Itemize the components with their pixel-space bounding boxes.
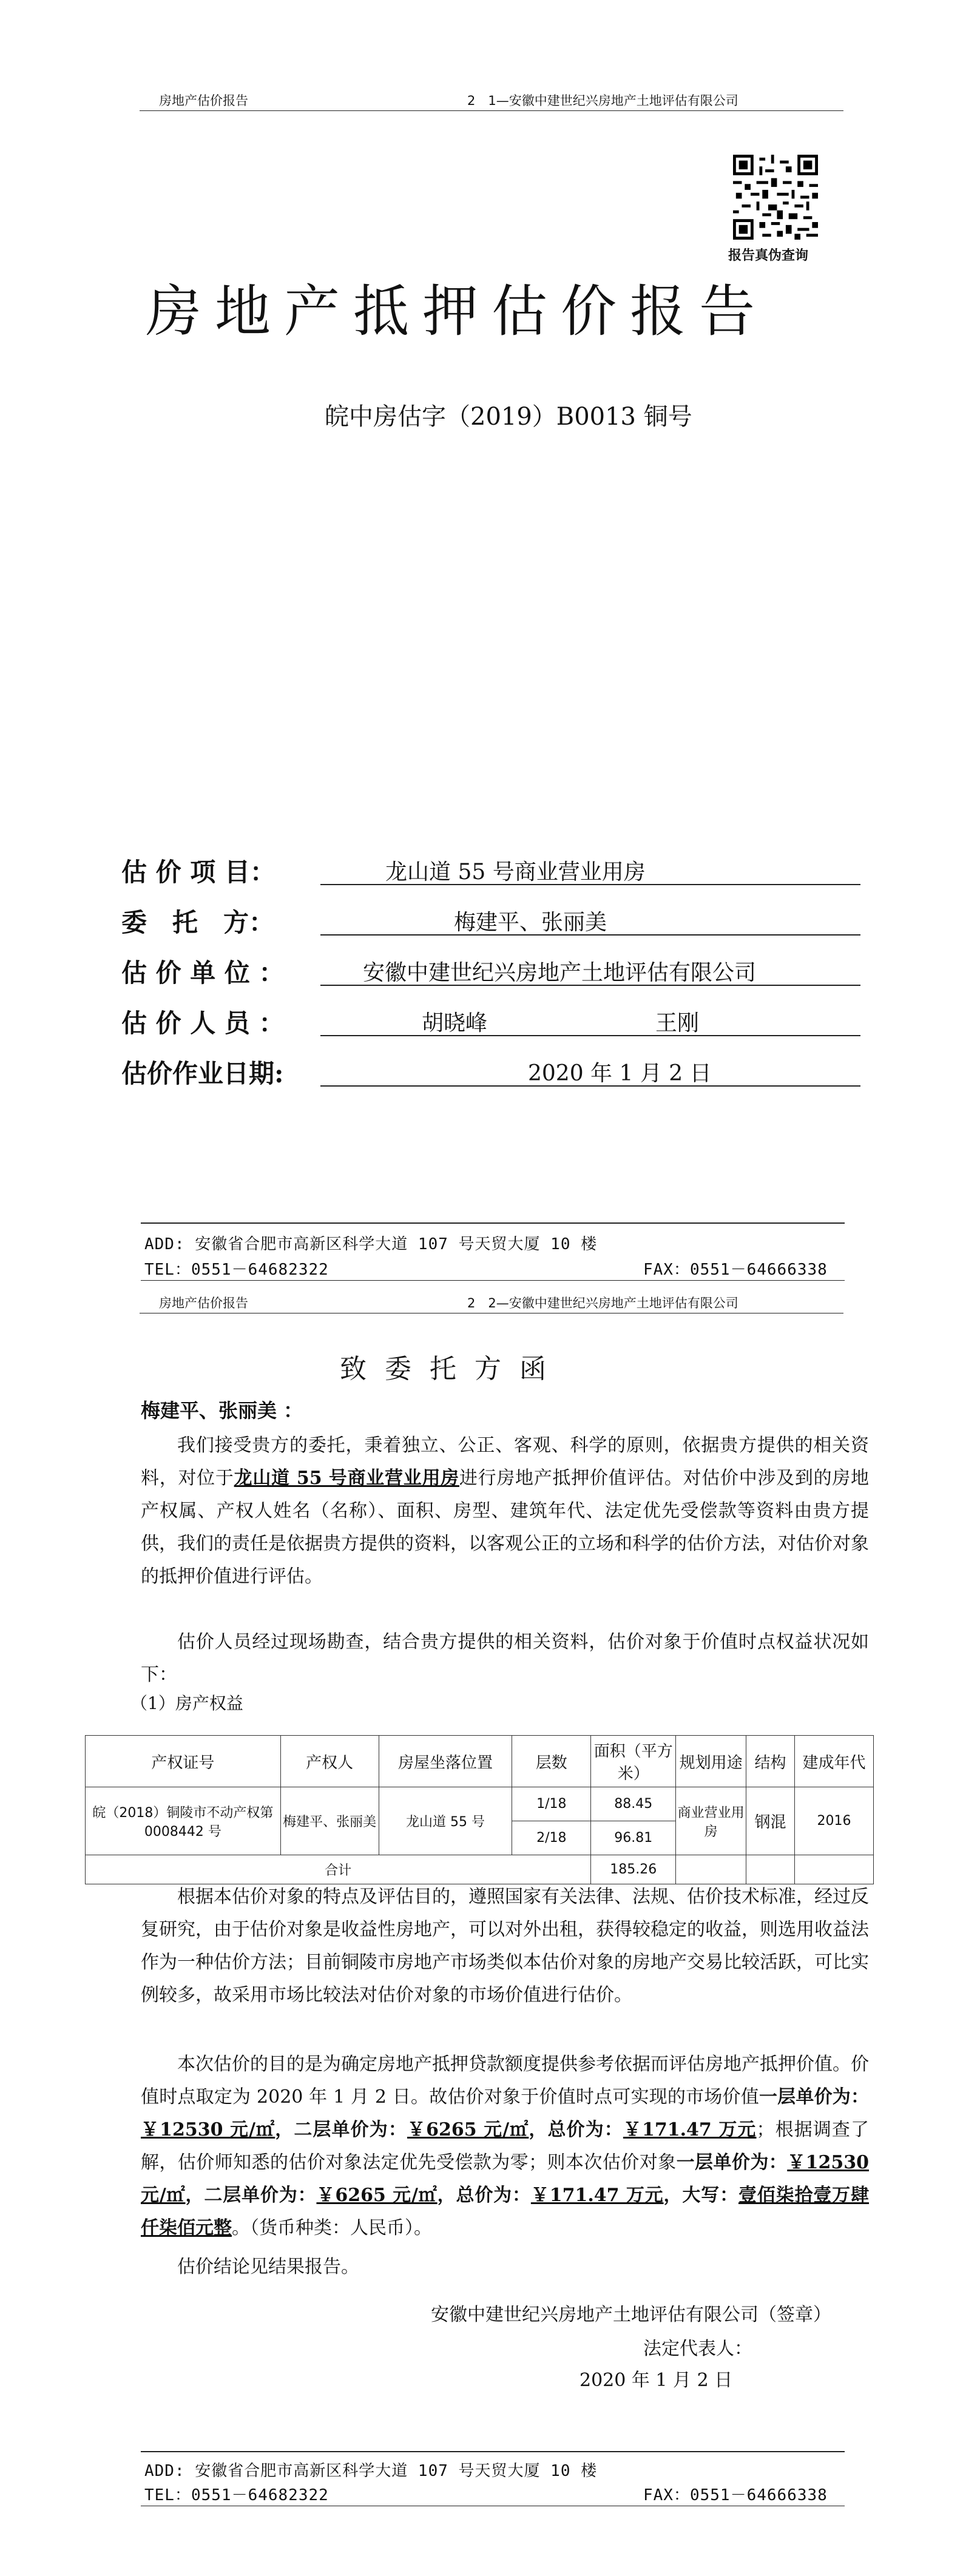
th-floors: 层数 <box>512 1736 591 1787</box>
table-subtitle: （1）房产权益 <box>130 1693 243 1713</box>
p4-label-2: ，二层单价为： <box>275 2119 407 2140</box>
th-year: 建成年代 <box>795 1736 874 1787</box>
letter-paragraph-4 <box>141 2048 869 2245</box>
p4-value-5: ￥6265 元/㎡ <box>316 2185 438 2206</box>
field-date-underline <box>320 1085 860 1087</box>
report-number: 皖中房估字（2019）B0013 铜号 <box>325 403 692 431</box>
page2-footer-address: ADD: 安徽省合肥市高新区科学大道 107 号天贸大厦 10 楼 <box>144 2462 598 2480</box>
field-project-label: 估 价 项 目： <box>121 857 275 887</box>
letter-salutation: 梅建平、张丽美 ： <box>141 1399 303 1422</box>
page1-header-left: 房地产估价报告 <box>159 93 248 108</box>
field-project-underline <box>320 884 860 885</box>
field-staff-underline <box>320 1035 860 1036</box>
letter-paragraph-2 <box>141 1626 869 1691</box>
p4-text-f: 。（货币种类：人民币）。 <box>232 2217 432 2239</box>
th-use: 规划用途 <box>676 1736 746 1787</box>
th-area: 面积（平方米） <box>591 1736 676 1787</box>
page1-footer-tel: TEL：0551－64682322 <box>144 1261 329 1279</box>
page1-header-rule <box>140 110 843 111</box>
field-appraiser-value: 安徽中建世纪兴房地产土地评估有限公司 <box>363 960 757 985</box>
field-appraiser <box>121 953 862 990</box>
signature-representative: 法定代表人： <box>643 2338 752 2359</box>
field-project <box>121 852 862 889</box>
p4-value-6: ￥171.47 万元 <box>530 2185 664 2206</box>
field-client-value: 梅建平、张丽美 <box>454 910 607 935</box>
page2-footer-fax: FAX：0551－64666338 <box>643 2486 828 2504</box>
td-structure: 钢混 <box>746 1787 795 1855</box>
td-total-empty-1 <box>676 1855 746 1884</box>
p4-value-1: ￥12530 元/㎡ <box>141 2119 275 2140</box>
field-appraiser-label: 估 价 单 位 ： <box>121 958 285 988</box>
field-staff <box>121 1003 862 1040</box>
p4-value-3: ￥171.47 万元 <box>623 2119 757 2140</box>
qr-code-icon <box>733 155 818 240</box>
table-total-row <box>86 1855 874 1884</box>
table-row <box>86 1787 874 1821</box>
th-cert: 产权证号 <box>86 1736 281 1787</box>
field-appraiser-underline <box>320 985 860 986</box>
property-rights-table <box>85 1735 874 1884</box>
p4-label-3: ，总价为： <box>529 2119 623 2140</box>
td-floor-2: 2/18 <box>512 1821 591 1855</box>
page1-footer-rule <box>141 1222 845 1224</box>
p4-text-a: 本次估价的目的是为确定房地产抵押贷款额度提供参考依据而评估房地产抵押价值。价值时点取定为 2020 年 1 月 2 日。故估价对象于价值时点可实现的市场价值 <box>141 2054 869 2108</box>
td-total-area: 185.26 <box>591 1855 676 1884</box>
letter-paragraph-5 <box>141 2251 869 2284</box>
td-total-label: 合计 <box>86 1855 591 1884</box>
td-cert: 皖（2018）铜陵市不动产权第 0008442 号 <box>86 1787 281 1855</box>
td-use: 商业营业用房 <box>676 1787 746 1855</box>
p4-label-6: ，总价为： <box>437 2185 531 2206</box>
table-header-row <box>86 1736 874 1787</box>
qr-caption: 报告真伪查询 <box>728 248 809 263</box>
td-area-1: 88.45 <box>591 1787 676 1821</box>
td-floor-1: 1/18 <box>512 1787 591 1821</box>
p4-label-1: 一层单价为： <box>759 2086 869 2108</box>
letter-title: 致委托方函 <box>340 1354 564 1384</box>
field-staff-value-1: 胡晓峰 <box>422 1011 488 1036</box>
th-structure: 结构 <box>746 1736 795 1787</box>
p4-label-4: 一层单价为： <box>676 2152 788 2173</box>
page1-footer-rule-bottom <box>141 1280 845 1281</box>
p4-value-2: ￥6265 元/㎡ <box>407 2119 529 2140</box>
p3-text: 根据本估价对象的特点及评估目的，遵照国家有关法律、法规、估价技术标准，经过反复研究，由于估价对象是收益性房地产，可以对外出租，获得较稳定的收益，则选用收益法作为一种估价方法；目前铜陵市房地产市场类似本估价对象的房地产交易比较活跃，可比实例较多，故采用市场比较法对估价对象的市场价值进行估价。 <box>141 1886 869 2006</box>
page1-footer-fax: FAX：0551－64666338 <box>643 1261 828 1279</box>
th-location: 房屋坐落位置 <box>379 1736 512 1787</box>
p4-value-4: ￥12530 元/㎡ <box>141 2152 870 2206</box>
p4-label-5: ，二层单价为： <box>185 2185 317 2206</box>
page2-header-right: 2 2—安徽中建世纪兴房地产土地评估有限公司 <box>467 1296 738 1310</box>
field-date-value: 2020 年 1 月 2 日 <box>528 1061 712 1086</box>
p4-value-7: 壹佰柒拾壹万肆仟柒佰元整 <box>141 2185 870 2239</box>
p1-text-c: 进行房地产抵押价值评估。对估价中涉及到的房地产权属、产权人姓名（名称）、面积、房型、建筑年代、法定优先受偿款等资料由贵方提供，我们的责任是依据贵方提供的资料，以客观公正的立场和科学的估价方法，对估价对象的抵押价值进行评估。 <box>141 1468 870 1587</box>
page2-footer-tel: TEL：0551－64682322 <box>144 2486 329 2504</box>
p5-text: 估价结论见结果报告。 <box>177 2256 359 2278</box>
field-date-label: 估价作业日期: <box>121 1059 284 1088</box>
page2-footer-rule <box>141 2451 845 2452</box>
page2-header-left: 房地产估价报告 <box>159 1296 248 1310</box>
td-location: 龙山道 55 号 <box>379 1787 512 1855</box>
page1-footer-address: ADD: 安徽省合肥市高新区科学大道 107 号天贸大厦 10 楼 <box>144 1235 598 1253</box>
p4-label-7: ，大写： <box>663 2185 738 2206</box>
field-date <box>121 1054 862 1090</box>
field-client-underline <box>320 934 860 936</box>
p1-text-a: 我们接受贵方的委托，秉着独立、公正、客观、科学的原则，依据贵方提供的相关资料，对位于 <box>141 1435 869 1489</box>
p2-text: 估价人员经过现场勘查，结合贵方提供的相关资料，估价对象于价值时点权益状况如下： <box>141 1631 869 1685</box>
field-client-label: 委 托 方： <box>121 908 275 937</box>
p4-text-c: ；根据调查了解，估价师知悉的估价对象法定优先受偿款为零；则本次估价对象 <box>141 2119 870 2173</box>
signature-company: 安徽中建世纪兴房地产土地评估有限公司（签章） <box>431 2304 831 2325</box>
td-total-empty-2 <box>746 1855 795 1884</box>
letter-paragraph-3 <box>141 1881 869 2012</box>
td-area-2: 96.81 <box>591 1821 676 1855</box>
th-owner: 产权人 <box>280 1736 379 1787</box>
td-owner: 梅建平、张丽美 <box>280 1787 379 1855</box>
field-staff-label: 估 价 人 员 ： <box>121 1008 285 1038</box>
signature-date: 2020 年 1 月 2 日 <box>579 2370 733 2391</box>
field-client <box>121 903 862 939</box>
td-year: 2016 <box>795 1787 874 1855</box>
field-staff-value-2: 王刚 <box>655 1011 700 1036</box>
field-project-value: 龙山道 55 号商业营业用房 <box>385 860 646 885</box>
report-title: 房地产抵押估价报告 <box>146 279 769 344</box>
page1-header-right: 2 1—安徽中建世纪兴房地产土地评估有限公司 <box>467 93 738 108</box>
letter-paragraph-1 <box>141 1429 869 1593</box>
p1-property: 龙山道 55 号商业营业用房 <box>234 1468 459 1489</box>
td-total-empty-3 <box>795 1855 874 1884</box>
